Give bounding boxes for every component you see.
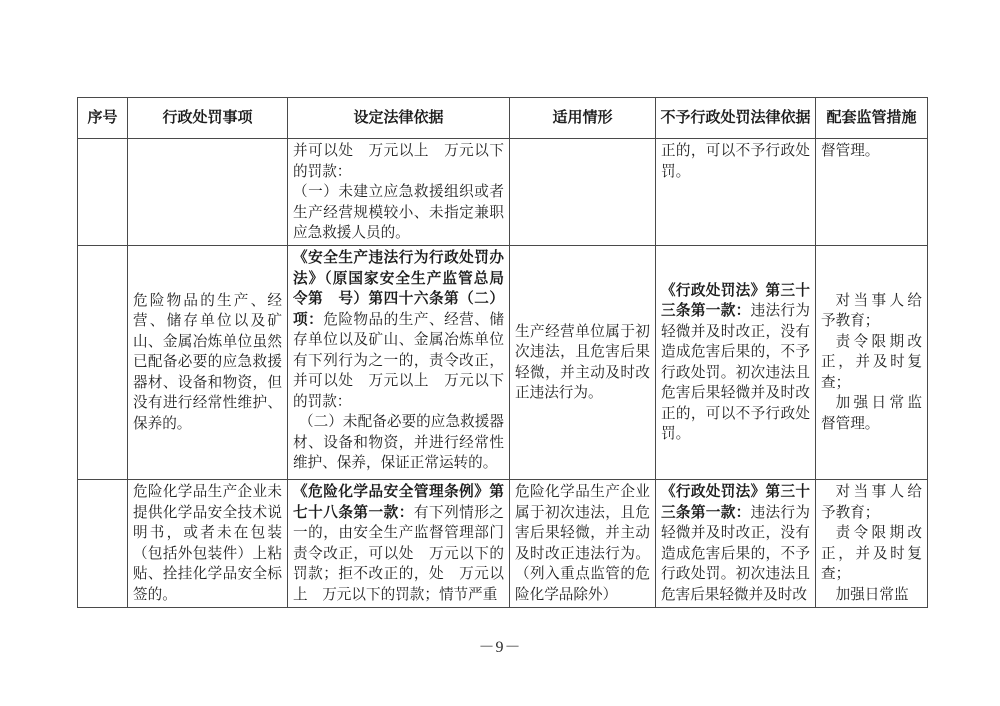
- cell-paragraph: [661, 281, 810, 445]
- cell-text: 正的，可以不予行政处罚。: [661, 143, 810, 180]
- cell-text: 危险物品的生产、经营、储存单位以及矿山、金属冶炼单位有下列行为之一的，责令改正，并可以处 万元以上 万元以下的罚款：: [293, 311, 504, 410]
- legal-citation: 《行政处罚法》第三十三条第一款：: [661, 282, 810, 319]
- header-cell: 不予行政处罚法律依据: [656, 98, 816, 139]
- table-cell: [128, 139, 288, 246]
- cell-paragraph: [661, 482, 810, 605]
- cell-paragraph: [821, 585, 922, 606]
- table-cell: [128, 246, 288, 480]
- cell-paragraph: [515, 322, 650, 404]
- cell-content: [293, 248, 504, 474]
- cell-text: （一）未建立应急救援组织或者生产经营规模较小、未指定兼职应急救援人员的。: [293, 184, 504, 241]
- cell-paragraph: [133, 291, 282, 435]
- page-number: －9－: [478, 639, 522, 656]
- cell-content: [293, 141, 504, 243]
- cell-content: [515, 482, 650, 605]
- cell-paragraph: [821, 291, 922, 332]
- cell-text: 危险化学品生产企业未提供化学品安全技术说明书，或者未在包装（包括外包装件）上粘贴、拴挂化学品安全标签的。: [133, 484, 282, 603]
- table-cell: [78, 139, 128, 246]
- cell-paragraph: [821, 141, 922, 162]
- header-cell: 配套监管措施: [816, 98, 928, 139]
- cell-text: 违法行为轻微并及时改正，没有造成危害后果的，不予行政处罚。初次违法且危害后果轻微并及时改: [661, 504, 810, 603]
- table-cell: [288, 139, 510, 246]
- cell-text: 危险物品的生产、经营、储存单位以及矿山、金属冶炼单位虽然已配备必要的应急救援器材、设备和物资，但没有进行经常性维护、保养的。: [133, 292, 282, 432]
- cell-content: [515, 322, 650, 404]
- cell-text: 责令限期改正，并及时复查；: [821, 525, 922, 582]
- header-cell: 设定法律依据: [288, 98, 510, 139]
- table-cell: [816, 139, 928, 246]
- table-cell: [510, 480, 656, 608]
- cell-content: [821, 141, 922, 162]
- legal-citation: 《危险化学品安全管理条例》第七十八条第一款：: [293, 484, 504, 521]
- table-cell: [816, 480, 928, 608]
- cell-content: [661, 281, 810, 445]
- cell-text: 责令限期改正，并及时复查；: [821, 333, 922, 391]
- cell-paragraph: [133, 482, 282, 605]
- cell-paragraph: [821, 332, 922, 394]
- cell-text: 对当事人给予教育；: [821, 292, 922, 330]
- header-cell: 适用情形: [510, 98, 656, 139]
- cell-text: 违法行为轻微并及时改正，没有造成危害后果的，不予行政处罚。初次违法且危害后果轻微并及时改正的，可以不予行政处罚。: [661, 303, 810, 442]
- cell-text: 并可以处 万元以上 万元以下的罚款：: [293, 143, 504, 180]
- cell-text: 有下列情形之一的，由安全生产监督管理部门责令改正，可以处 万元以下的罚款；拒不改正的，处 万元以上 万元以下的罚款；情节严重: [293, 504, 504, 603]
- cell-paragraph: [515, 482, 650, 605]
- table-cell: [656, 246, 816, 480]
- cell-text: 督管理。: [821, 143, 880, 159]
- header-cell: 序号: [78, 98, 128, 139]
- cell-text: 危险化学品生产企业属于初次违法，且危害后果轻微，并主动及时改正违法行为。（列入重点监管的危险化学品除外）: [515, 484, 650, 603]
- table-row: [78, 246, 928, 480]
- cell-text: 生产经营单位属于初次违法，且危害后果轻微，并主动及时改正违法行为。: [515, 323, 650, 401]
- cell-paragraph: [661, 141, 810, 182]
- legal-citation: 《行政处罚法》第三十三条第一款：: [661, 484, 810, 521]
- table-cell: [288, 246, 510, 480]
- table-cell: [288, 480, 510, 608]
- cell-paragraph: [293, 248, 504, 412]
- table-cell: [78, 480, 128, 608]
- table-header-row: [78, 98, 928, 139]
- table-row: [78, 139, 928, 246]
- cell-paragraph: [293, 412, 504, 474]
- cell-content: [821, 291, 922, 435]
- cell-text: 加强日常监: [835, 586, 909, 603]
- table-cell: [510, 139, 656, 246]
- cell-content: [661, 141, 810, 182]
- cell-paragraph: [293, 141, 504, 182]
- table-cell: [128, 480, 288, 608]
- cell-content: [293, 482, 504, 605]
- cell-paragraph: [821, 523, 922, 585]
- table-cell: [816, 246, 928, 480]
- table-cell: [656, 480, 816, 608]
- cell-content: [821, 482, 922, 605]
- legal-citation: 《安全生产违法行为行政处罚办法》（原国家安全生产监管总局令第 号）第四十六条第（二）项：: [293, 250, 504, 328]
- cell-text: 对当事人给予教育；: [821, 484, 922, 521]
- cell-text: 加强日常监督管理。: [821, 395, 922, 432]
- cell-paragraph: [293, 182, 504, 243]
- table-cell: [656, 139, 816, 246]
- cell-paragraph: [821, 482, 922, 523]
- table-row: [78, 480, 928, 608]
- table-cell: [510, 246, 656, 480]
- cell-paragraph: [293, 482, 504, 605]
- header-cell: 行政处罚事项: [128, 98, 288, 139]
- cell-content: [133, 291, 282, 435]
- table-cell: [78, 246, 128, 480]
- cell-content: [661, 482, 810, 605]
- cell-content: [133, 482, 282, 605]
- cell-paragraph: [821, 393, 922, 434]
- cell-text: （二）未配备必要的应急救援器材、设备和物资，并进行经常性维护、保养，保证正常运转的。: [293, 414, 504, 471]
- penalty-table: [77, 97, 928, 608]
